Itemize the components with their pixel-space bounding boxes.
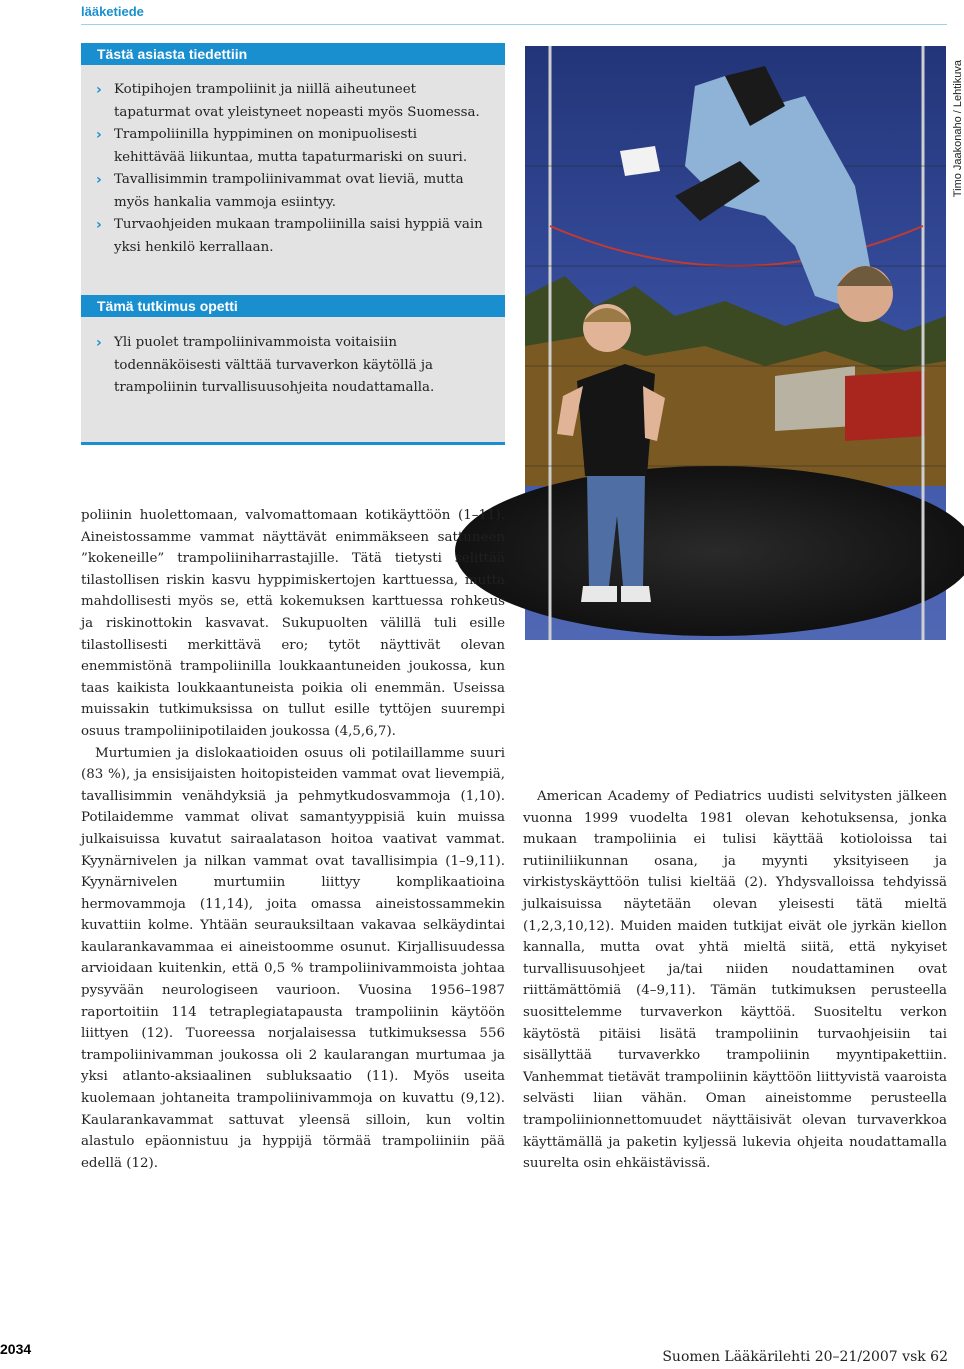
paragraph: Murtumien ja dislokaatioiden osuus oli potilaillamme suuri (83 %), ja ensisijaisten hoitopisteiden vammat ovat lievempiä, tavallisimmin venähdyksiä ja pehmytkudosvammoja (1,10). Potilaidemme vammat olivat samantyyppisiä kuin muissa julkaisuissa kuvatut sairaalatason hoitoa vaativat vammat. Kyynärnivelen ja nilkan vammat ovat tavallisimpia (1–9,11). Kyynärnivelen murtumiin liittyy komplikaatioina hermovammoja (11,14), joita omassa aineistossammekin kuvattiin kolme. Yhtään seurauksiltaan vakavaa selkäydintai kaularankavammaa ei aineistoomme osunut. Kirjallisuudessa arvioidaan kuitenkin, että 0,5 % trampoliinivammoista johtaa pysyvään neurologiseen vaurioon. Vuosina 1956–1987 raportoitiin 114 tetraplegiatapausta trampoliinin käytöön liittyen (12). Tuoreessa norjalaisessa tutkimuksessa 556 trampoliinivamman joukossa oli 2 kaularangan murtumaa ja yksi atlanto-aksiaalinen subluksaatio (11). Myös useita kuolemaan johtaneita trampoliinivammoja on kuvattu (9,12). Kaularankavammat sattuvat yleensä silloin, kun voltin alastulo epäonnistuu ja hyppijä törmää trampoliiniin pää edellä (12). [81,745,505,1171]
chevron-right-icon: › [96,82,102,98]
photo-credit: Timo Jaakonaho / Lehtikuva [952,60,964,198]
list-item-text: Turvaohjeiden mukaan trampoliinilla saisi hyppiä vain yksi henkilö kerrallaan. [114,217,483,255]
paragraph: American Academy of Pediatrics uudisti selvitysten jälkeen vuonna 1999 vuodelta 1981 olevan kehotuksensa, jonka mukaan trampoliinia ei tulisi käyttää kotioloissa tai rutiiniliikunnan osana, ja myynti yksityiseen ja virkistyskäyttöön tulisi kieltää (2). Yhdysvalloissa tehdyissä julkaisuissa näytetään olevan yleisesti tätä mieltä (1,2,3,10,12). Muiden maiden tutkijat eivät ole jyrkän kiellon kannalla, mutta ovat yhtä mieltä siitä, että nykyiset turvallisuusohjeet ja/tai niiden noudattaminen ovat riittämättömiä (4–9,11). Tämän tutkimuksen perusteella suosittelemme turvaverkon käyttöä. Suositeltu verkon käytöstä pitäisi lisätä trampoliinin turvaohjeisiin tai sisällyttää turvaverkko trampoliinin myyntipakettiin. Vanhemmat tietävät trampoliinin käyttöön liittyvistä vaaroista selvästi liian vähän. Oman aineistomme perusteella trampoliinionnettomuudet näyttäisivät olevan turvaverkkoa käyttämällä ja paketin kyljessä lukevia ohjeita noudattamalla suurelta osin ehkäistävissä. [523,789,947,1172]
list-item-text: Tavallisimmin trampoliinivammat ovat lieviä, mutta myös hankalia vammoja esiintyy. [114,172,464,210]
section-label: lääketiede [81,4,144,19]
chevron-right-icon: › [96,172,102,188]
box-title-learned: Tämä tutkimus opetti [81,295,505,317]
list-item [81,79,505,124]
chevron-right-icon: › [96,335,102,351]
list-item-text: Yli puolet trampoliinivammoista voitaisiin todennäköisesti välttää turvaverkon käytöllä ja trampoliinin turvallisuusohjeita noudattamalla. [114,335,435,395]
learned-list [81,332,505,400]
trampoline-photo [525,46,946,640]
list-item [81,169,505,214]
paragraph: poliinin huolettomaan, valvomattomaan kotikäyttöön (1–11). Aineistossamme vammat näyttävät enimmäkseen sattuneen ”kokeneille” trampoliiniharrastajille. Tätä tietysti selittää tilastollisen riskin kasvu hyppimiskertojen karttuessa, mutta mahdollisesti myös se, että kokemuksen karttuessa rohkeus ja riskinottokin kasvavat. Sukupuolten välillä tuli esille tilastollisesti merkittävä ero; tytöt näyttivät olevan enemmistönä trampoliinilla loukkaantuneiden joukossa, kun taas kaikista loukkaantuneista poikia oli enemmän. Useissa muissakin tutkimuksissa on tullut esille tyttöjen suurempi osuus trampoliinipotilaiden joukossa (4,5,6,7). [81,508,505,739]
journal-footer: Suomen Lääkärilehti 20–21/2007 vsk 62 [662,1349,948,1365]
list-item [81,214,505,259]
body-column-right [523,786,947,1175]
list-item-text: Trampoliinilla hyppiminen on monipuolisesti kehittävää liikuntaa, mutta tapaturmariski on suuri. [114,127,468,165]
chevron-right-icon: › [96,217,102,233]
page-number: 2034 [0,1341,32,1357]
body-column-left [81,505,505,1174]
summary-box [81,43,505,445]
list-item-text: Kotipihojen trampoliinit ja niillä aiheutuneet tapaturmat ovat yleistyneet nopeasti myös Suomessa. [114,82,480,120]
known-facts-list [81,79,505,259]
box-title-known: Tästä asiasta tiedettiin [81,43,505,65]
photo-illustration [525,46,946,640]
chevron-right-icon: › [96,127,102,143]
list-item [81,124,505,169]
header-rule [81,24,947,25]
list-item [81,332,505,400]
